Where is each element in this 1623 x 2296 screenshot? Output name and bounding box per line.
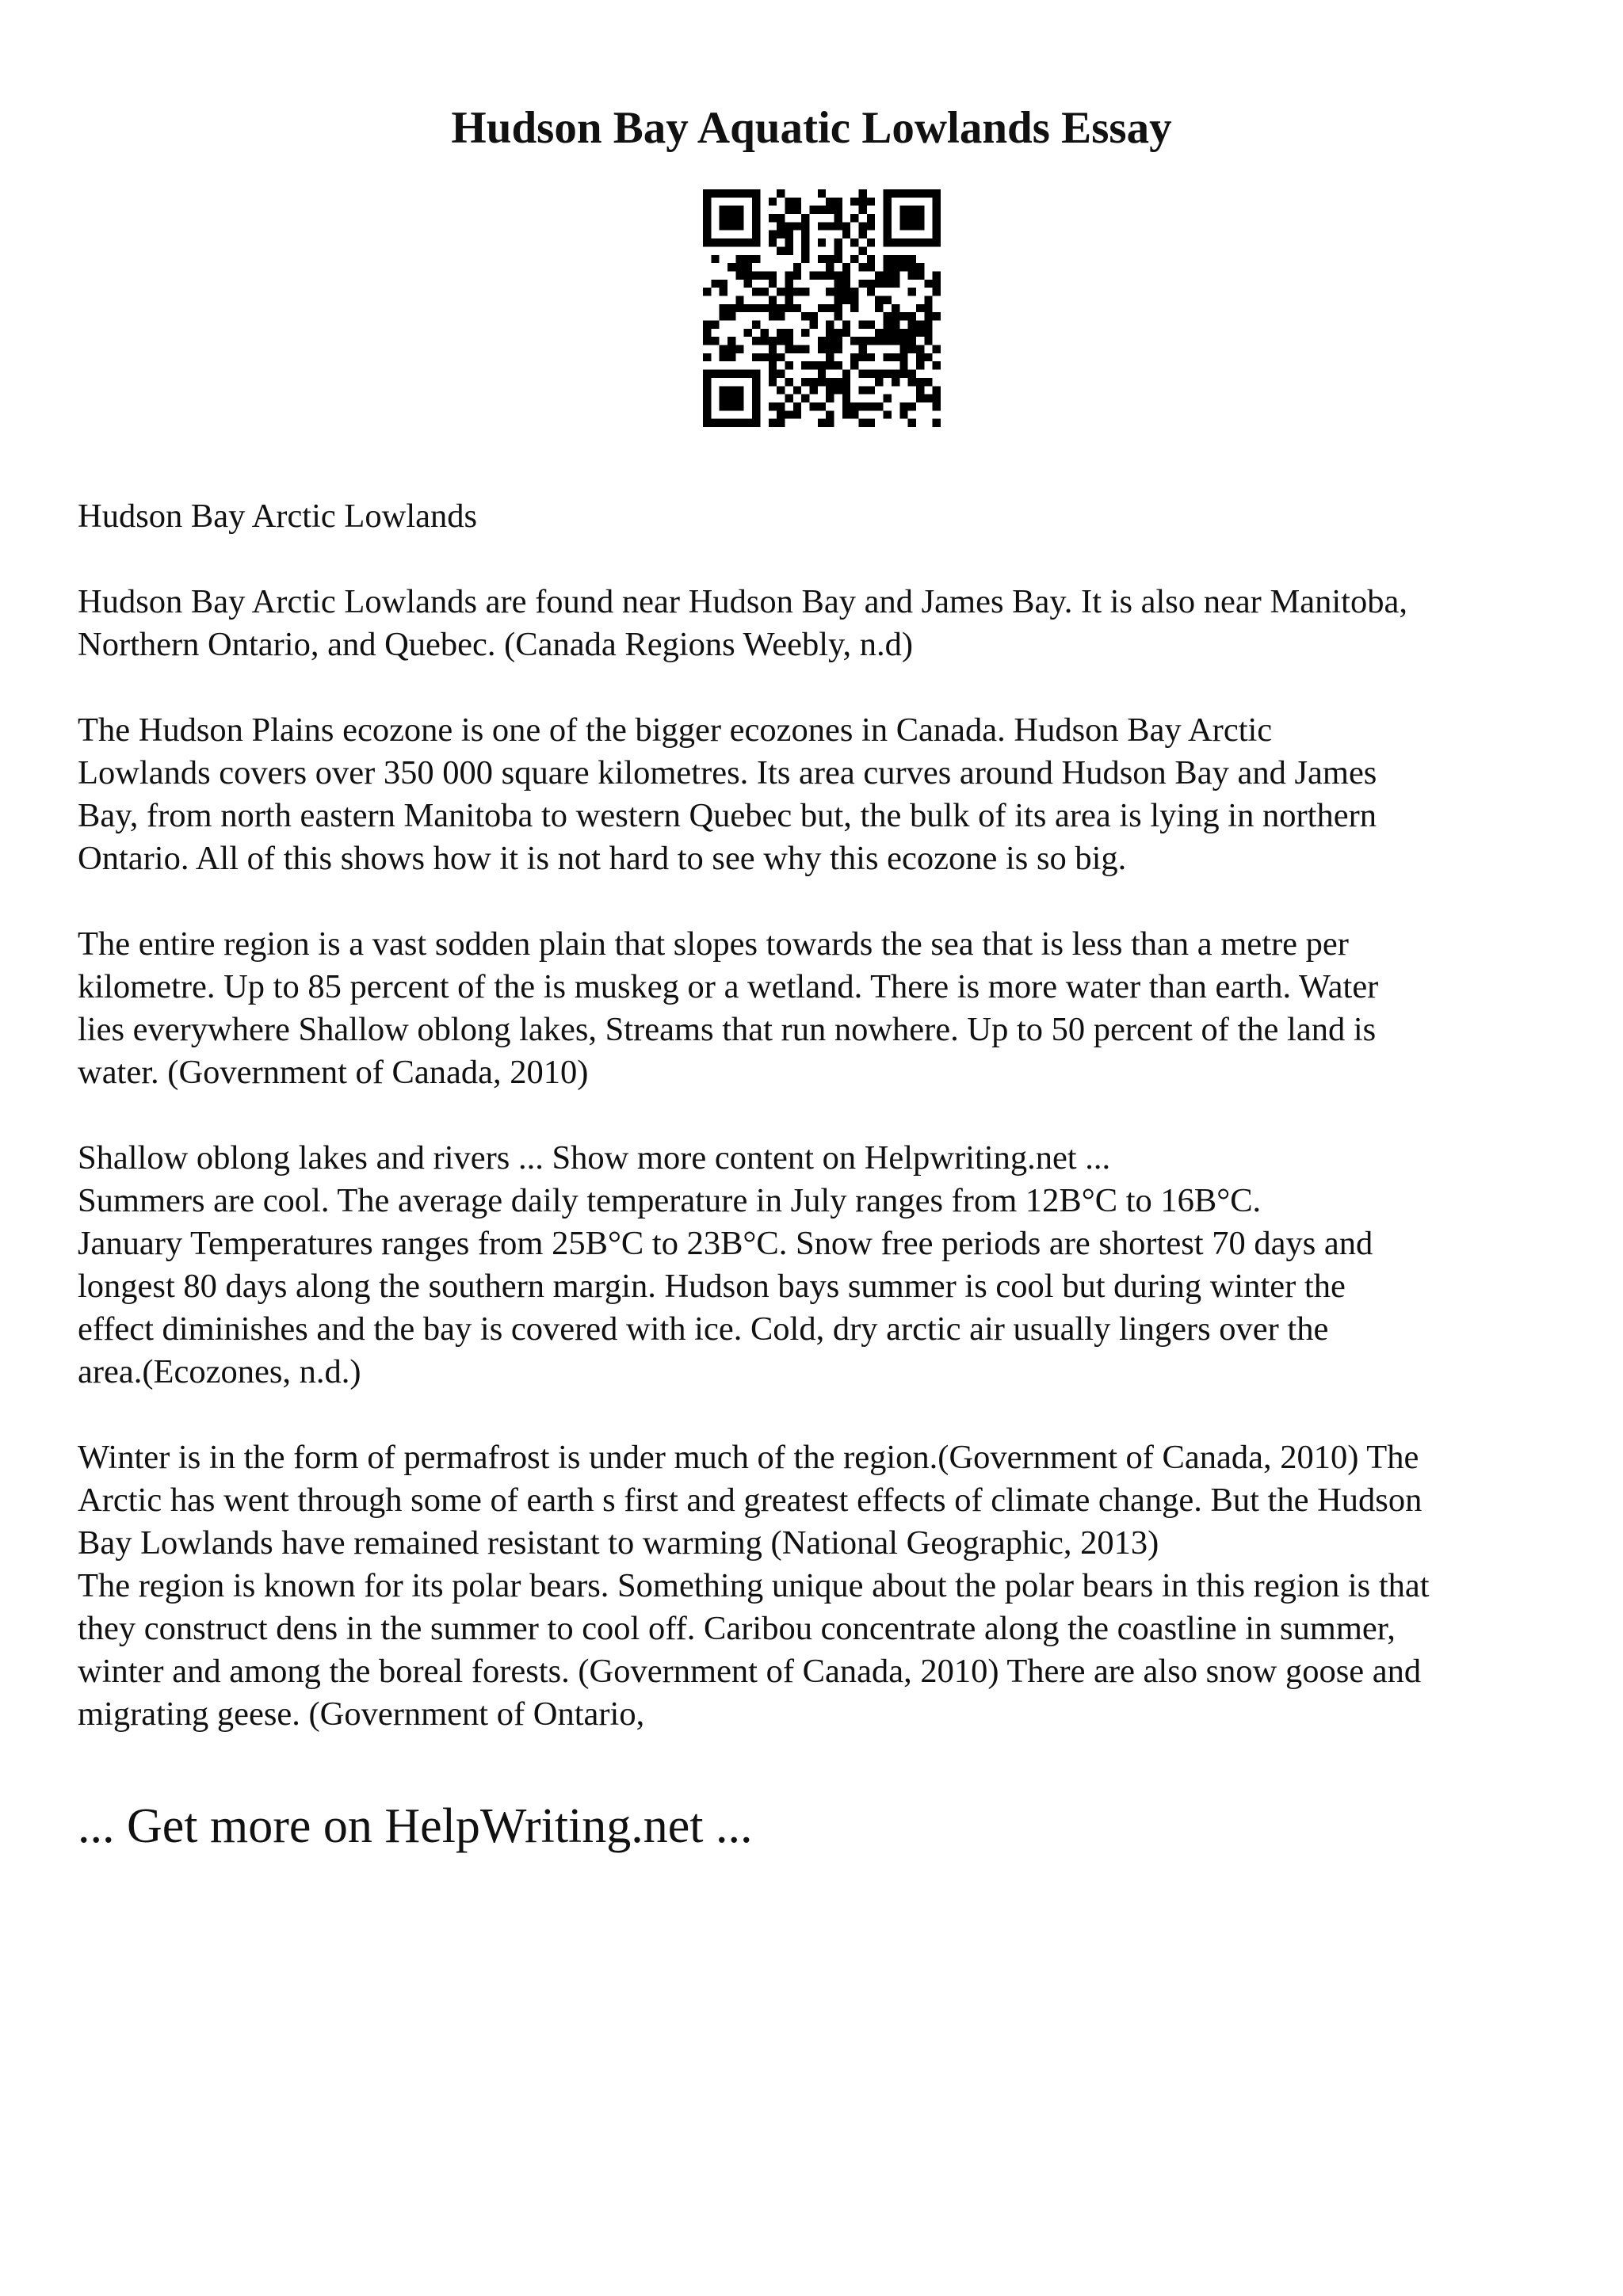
paragraph-line: water. (Government of Canada, 2010) (78, 1054, 589, 1091)
paragraph-line: Ontario. All of this shows how it is not hard to see why this ecozone is so big. (78, 840, 1127, 877)
paragraph-line: Lowlands covers over 350 000 square kilometres. Its area curves around Hudson Bay and James (78, 754, 1377, 791)
paragraph-line: Arctic has went through some of earth s first and greatest effects of climate change. But the Hudson (78, 1482, 1423, 1519)
paragraph-line: Summers are cool. The average daily temperature in July ranges from 12B°C to 16B°C. (78, 1182, 1262, 1219)
paragraph-line: The Hudson Plains ecozone is one of the bigger ecozones in Canada. Hudson Bay Arctic (78, 711, 1273, 749)
paragraph-line: winter and among the boreal forests. (Government of Canada, 2010) There are also snow goose and (78, 1653, 1422, 1690)
paragraph-line: Hudson Bay Arctic Lowlands are found near Hudson Bay and James Bay. It is also near Manitoba, (78, 583, 1407, 620)
essay-body (78, 495, 1568, 1779)
paragraph-line: area.(Ecozones, n.d.) (78, 1353, 361, 1390)
paragraph-line: Shallow oblong lakes and rivers ... Show more content on Helpwriting.net ... (78, 1139, 1111, 1177)
paragraph-line: The entire region is a vast sodden plain that slopes towards the sea that is less than a metre per (78, 925, 1349, 963)
page-title: Hudson Bay Aquatic Lowlands Essay (451, 103, 1172, 153)
paragraph-line: migrating geese. (Government of Ontario, (78, 1695, 645, 1733)
qr-code-icon (703, 189, 941, 427)
paragraph-line: Winter is in the form of permafrost is under much of the region.(Government of Canada, 2010) The (78, 1439, 1419, 1476)
essay-paragraph (78, 1137, 1568, 1394)
paragraph-line: Northern Ontario, and Quebec. (Canada Regions Weebly, n.d) (78, 626, 914, 663)
get-more-link[interactable]: ... Get more on HelpWriting.net ... (78, 1799, 753, 1853)
paragraph-line: kilometre. Up to 85 percent of the is muskeg or a wetland. There is more water than earth. Water (78, 968, 1379, 1005)
essay-paragraph (78, 495, 1568, 538)
paragraph-line: they construct dens in the summer to cool off. Caribou concentrate along the coastline in summer, (78, 1610, 1396, 1647)
essay-paragraph (78, 1436, 1568, 1736)
paragraph-line: Bay, from north eastern Manitoba to western Quebec but, the bulk of its area is lying in northern (78, 797, 1377, 834)
essay-paragraph (78, 923, 1568, 1094)
paragraph-line: effect diminishes and the bay is covered with ice. Cold, dry arctic air usually lingers over the (78, 1310, 1329, 1348)
paragraph-line: January Temperatures ranges from 25B°C to 23B°C. Snow free periods are shortest 70 days and (78, 1225, 1373, 1262)
paragraph-line: Hudson Bay Arctic Lowlands (78, 498, 478, 535)
paragraph-line: The region is known for its polar bears. Something unique about the polar bears in this region is that (78, 1567, 1430, 1604)
paragraph-line: Bay Lowlands have remained resistant to warming (National Geographic, 2013) (78, 1524, 1159, 1562)
essay-paragraph (78, 709, 1568, 880)
paragraph-line: lies everywhere Shallow oblong lakes, Streams that run nowhere. Up to 50 percent of the land is (78, 1011, 1377, 1048)
essay-paragraph (78, 581, 1568, 666)
paragraph-line: longest 80 days along the southern margin. Hudson bays summer is cool but during winter the (78, 1268, 1346, 1305)
